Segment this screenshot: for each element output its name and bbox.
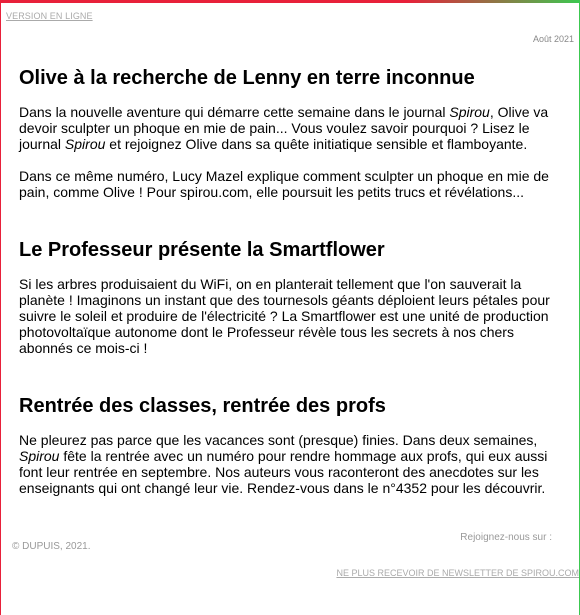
text-segment: Ne pleurez pas parce que les vacances sont (presque) finies. Dans deux semaines,: [19, 432, 538, 448]
article-smartflower: [19, 238, 567, 356]
text-segment: et rejoignez Olive dans sa quête initiatique sensible et flamboyante.: [105, 136, 528, 152]
text-segment: fête la rentrée avec un numéro pour rendre hommage aux profs, qui eux aussi font leur rentrée en septembre. Nos auteurs vous raconteront des anecdotes sur les enseignants qui ont changé leur vie. Rendez-vous dans le n°4352 pour les découvrir.: [19, 448, 548, 496]
article-title: Le Professeur présente la Smartflower: [19, 239, 385, 261]
article-olive: [19, 66, 567, 200]
article-paragraph: Dans ce même numéro, Lucy Mazel explique comment sculpter un phoque en mie de pain, comme Olive ! Pour spirou.com, elle poursuit les petits trucs et révélations...: [19, 168, 549, 200]
journal-name: Spirou: [449, 104, 490, 120]
article-paragraph: [19, 104, 567, 152]
article-title: Olive à la recherche de Lenny en terre inconnue: [19, 67, 475, 89]
copyright: © DUPUIS, 2021.: [12, 541, 91, 552]
left-border: [0, 0, 1, 615]
article-rentree: [19, 394, 567, 496]
top-border: [0, 0, 580, 3]
journal-name: Spirou: [19, 448, 60, 464]
text-segment: , Olive va devoir sculpter un phoque en mie de pain... Vous voulez savoir pourquoi ? Lisez le journal: [19, 104, 549, 152]
article-paragraph: [19, 432, 567, 496]
journal-name: Spirou: [64, 136, 106, 152]
unsubscribe-link[interactable]: NE PLUS RECEVOIR DE NEWSLETTER DE SPIROU.COM: [336, 568, 579, 578]
social-label: Rejoignez-nous sur :: [460, 532, 552, 543]
article-paragraph: Si les arbres produisaient du WiFi, on en planterait tellement que l'on sauverait la planète ! Imaginons un instant que des tournesols géants déploient leurs pétales pour suivre le soleil et produire de l'électricité ? La Smartflower est une unité de production photovoltaïque autonome dont le Professeur révèle tous les secrets à nos chers abonnés ce mois-ci !: [19, 276, 550, 356]
article-title: Rentrée des classes, rentrée des profs: [19, 395, 386, 417]
text-segment: Dans la nouvelle aventure qui démarre cette semaine dans le journal: [19, 104, 450, 120]
issue-date: Août 2021: [532, 34, 574, 44]
newsletter-content: [19, 66, 567, 496]
online-version-link[interactable]: VERSION EN LIGNE: [6, 11, 93, 21]
